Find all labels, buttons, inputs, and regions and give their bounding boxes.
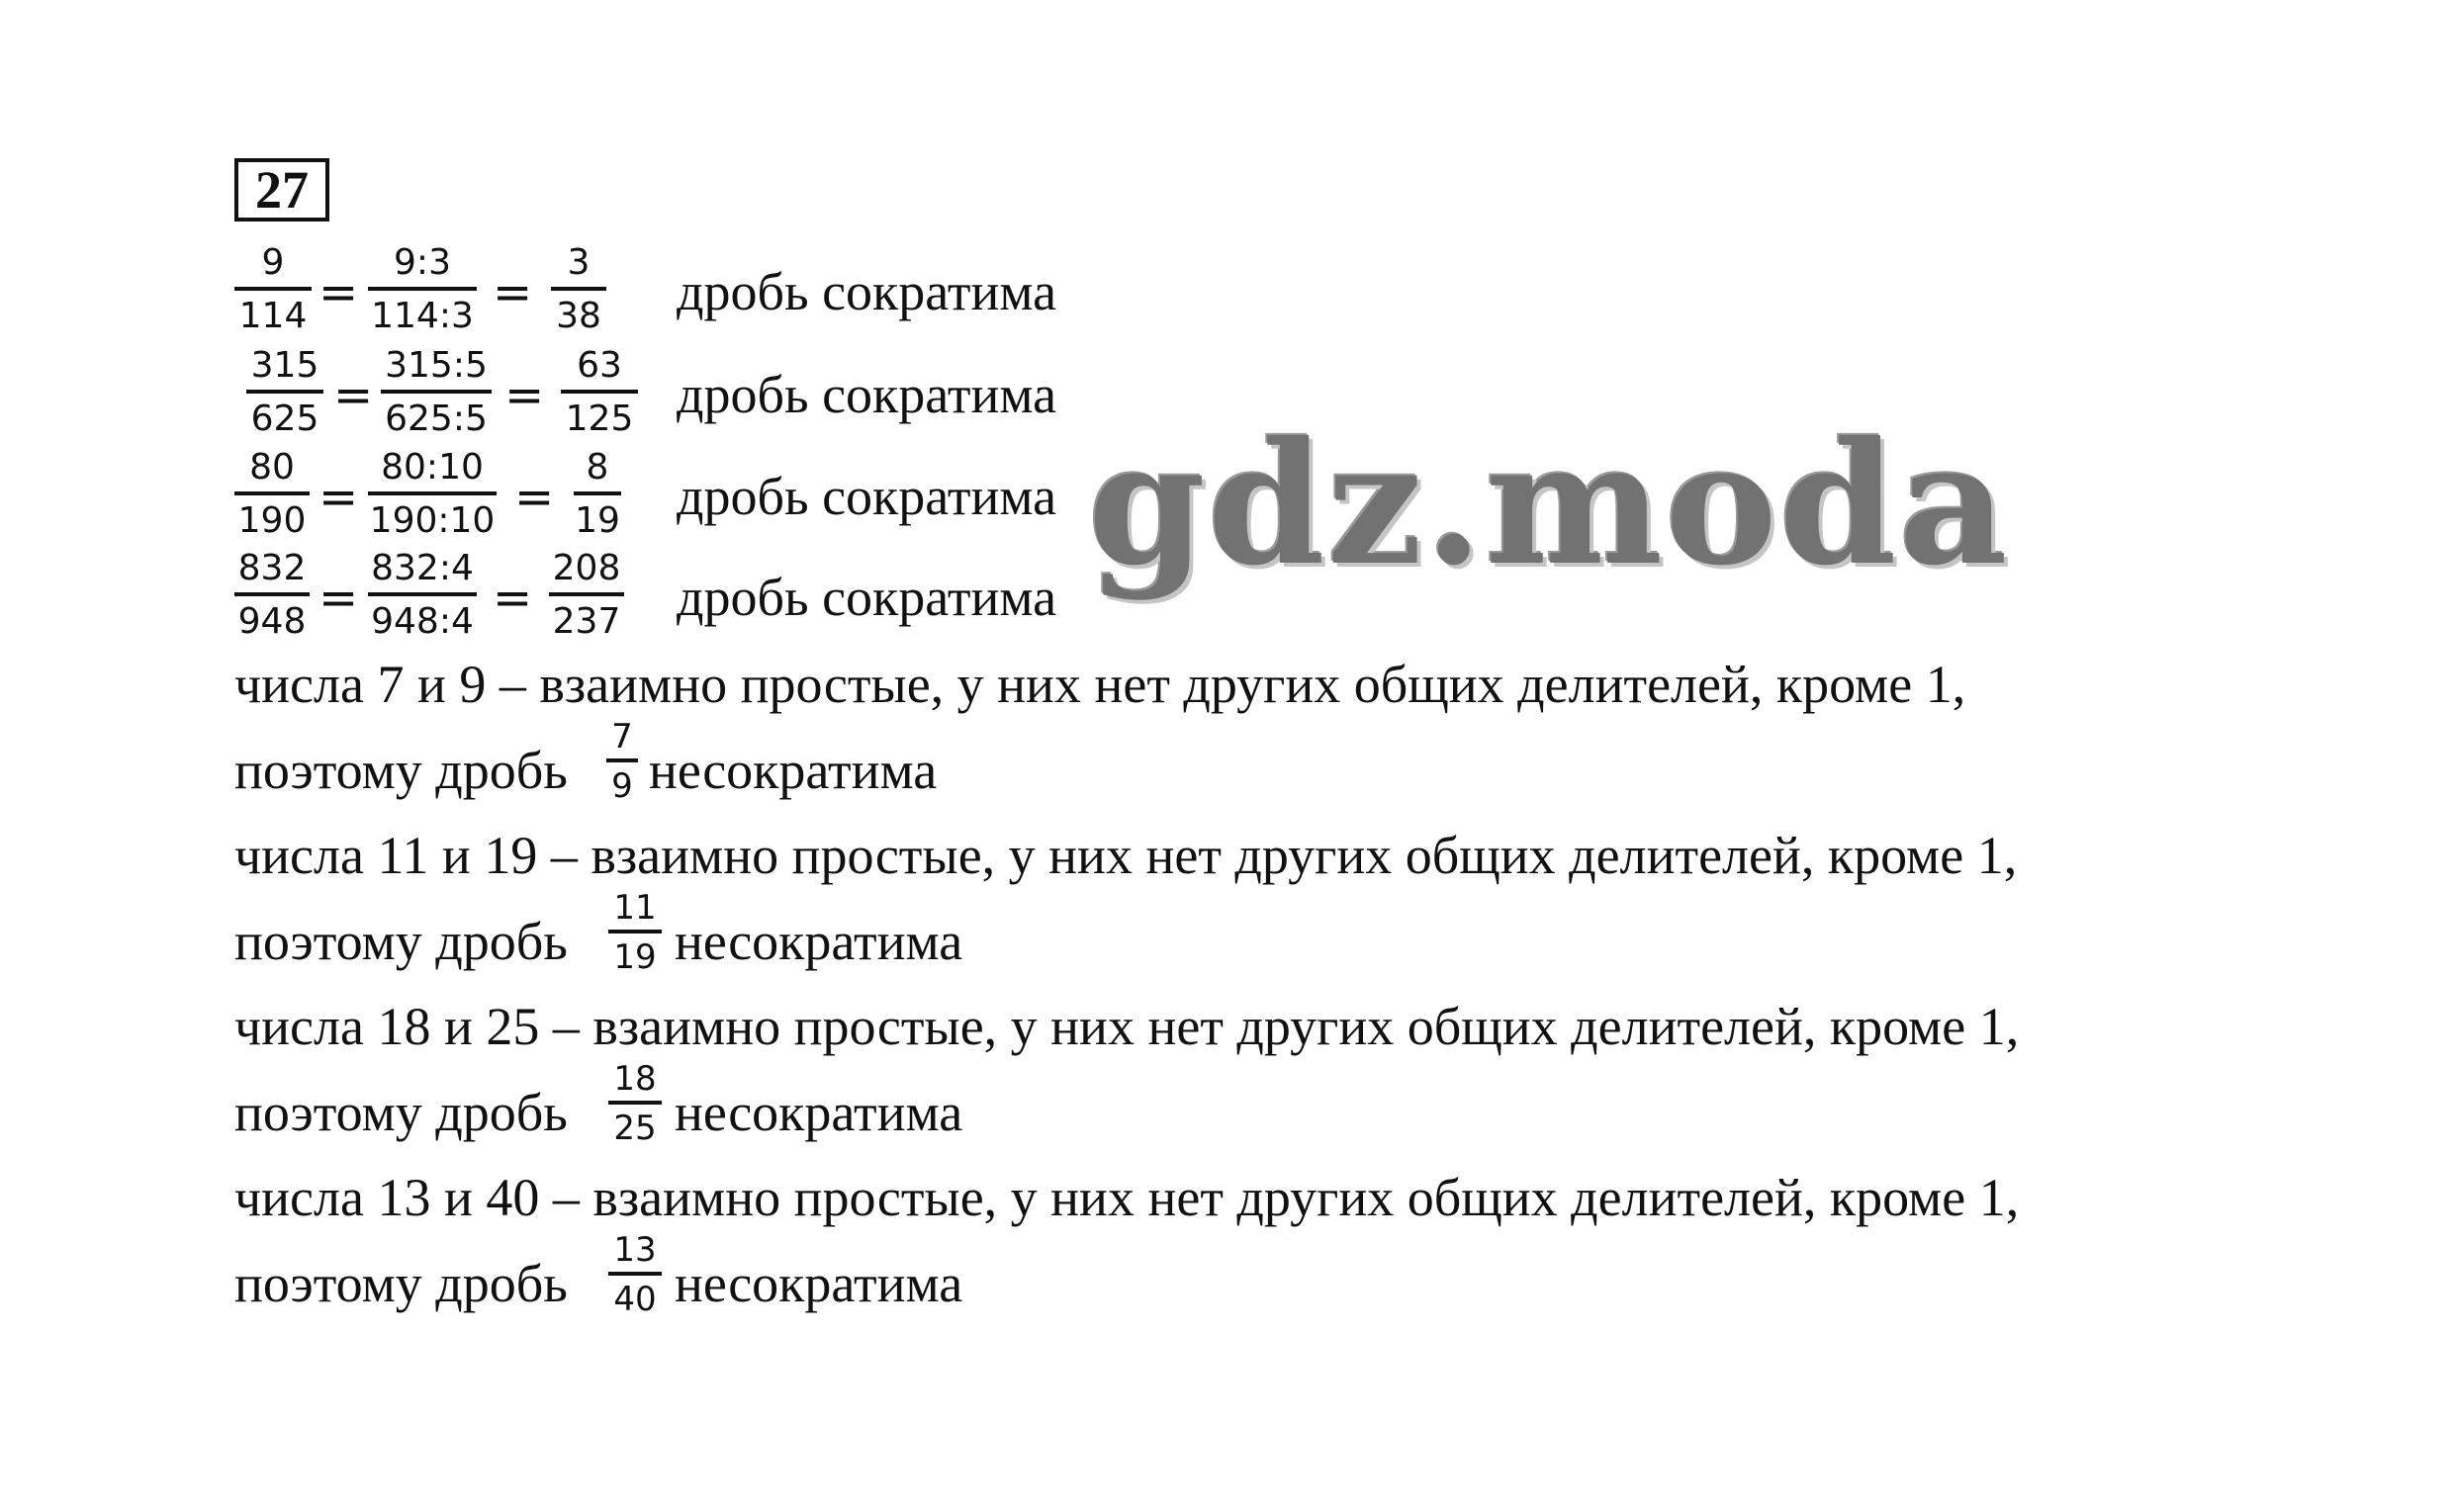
numerator: 80 xyxy=(249,447,295,488)
numerator: 7 xyxy=(611,717,633,756)
equals-sign: = xyxy=(318,265,359,320)
fraction-division xyxy=(381,345,492,439)
denominator: 948:4 xyxy=(371,601,474,642)
numerator: 315 xyxy=(250,345,319,386)
denominator: 948 xyxy=(237,601,307,642)
denominator: 19 xyxy=(613,937,657,977)
irreducible-fraction xyxy=(606,717,638,806)
equals-sign: = xyxy=(318,470,359,525)
explanation-line: числа 11 и 19 – взаимно простые, у них нет других общих делителей, кроме 1, xyxy=(234,826,2018,885)
reduction-label: дробь сократима xyxy=(677,262,1057,321)
numerator: 63 xyxy=(577,345,622,386)
fraction-original xyxy=(234,548,310,642)
fraction-result xyxy=(549,548,624,642)
explanation-prefix: поэтому дробь xyxy=(234,1083,568,1142)
equals-sign: = xyxy=(493,265,533,320)
fraction-division xyxy=(368,548,477,642)
denominator: 25 xyxy=(613,1109,657,1148)
fraction-division xyxy=(368,242,477,336)
numerator: 832 xyxy=(237,548,307,588)
denominator: 38 xyxy=(556,296,601,336)
explanation-prefix: поэтому дробь xyxy=(234,1254,568,1313)
denominator: 19 xyxy=(575,500,620,541)
numerator: 11 xyxy=(613,888,657,928)
explanation-suffix: несократима xyxy=(675,1083,963,1142)
fraction-result xyxy=(551,242,606,336)
denominator: 625 xyxy=(250,399,319,439)
fraction-original xyxy=(234,242,312,336)
denominator: 114 xyxy=(238,296,308,336)
irreducible-fraction xyxy=(608,888,662,977)
denominator: 237 xyxy=(552,601,621,642)
numerator: 18 xyxy=(613,1059,657,1099)
explanation-prefix: поэтому дробь xyxy=(234,741,568,800)
reduction-label: дробь сократима xyxy=(677,467,1057,526)
denominator: 625:5 xyxy=(385,399,488,439)
explanation-suffix: несократима xyxy=(675,1254,963,1313)
numerator: 9:3 xyxy=(394,242,451,283)
fraction-division xyxy=(368,447,497,541)
problem-number: 27 xyxy=(234,158,329,222)
numerator: 208 xyxy=(552,548,621,588)
numerator: 315:5 xyxy=(385,345,488,386)
irreducible-fraction xyxy=(608,1059,662,1148)
explanation-line: числа 13 и 40 – взаимно простые, у них нет других общих делителей, кроме 1, xyxy=(234,1168,2020,1227)
fraction-result xyxy=(574,447,621,541)
numerator: 13 xyxy=(613,1230,657,1270)
equals-sign: = xyxy=(514,470,555,525)
reduction-label: дробь сократима xyxy=(677,365,1057,424)
equals-sign: = xyxy=(318,571,359,626)
numerator: 832:4 xyxy=(371,548,474,588)
fraction-original xyxy=(246,345,323,439)
equals-sign: = xyxy=(493,571,533,626)
numerator: 3 xyxy=(567,242,591,283)
denominator: 190:10 xyxy=(369,500,496,541)
denominator: 125 xyxy=(565,399,634,439)
irreducible-fraction xyxy=(608,1230,662,1319)
equals-sign: = xyxy=(333,368,374,423)
numerator: 8 xyxy=(586,447,609,488)
numerator: 80:10 xyxy=(381,447,484,488)
reduction-label: дробь сократима xyxy=(677,568,1057,627)
denominator: 114:3 xyxy=(371,296,474,336)
numerator: 9 xyxy=(261,242,285,283)
explanation-suffix: несократима xyxy=(675,912,963,971)
denominator: 40 xyxy=(613,1280,657,1319)
explanation-suffix: несократима xyxy=(649,741,938,800)
explanation-line: числа 18 и 25 – взаимно простые, у них нет других общих делителей, кроме 1, xyxy=(234,997,2020,1056)
denominator: 190 xyxy=(237,500,307,541)
watermark-logo: gdz.moda xyxy=(1088,405,2010,603)
denominator: 9 xyxy=(611,766,633,806)
equals-sign: = xyxy=(504,368,545,423)
explanation-prefix: поэтому дробь xyxy=(234,912,568,971)
explanation-line: числа 7 и 9 – взаимно простые, у них нет других общих делителей, кроме 1, xyxy=(234,655,1966,714)
fraction-original xyxy=(234,447,310,541)
fraction-result xyxy=(561,345,638,439)
